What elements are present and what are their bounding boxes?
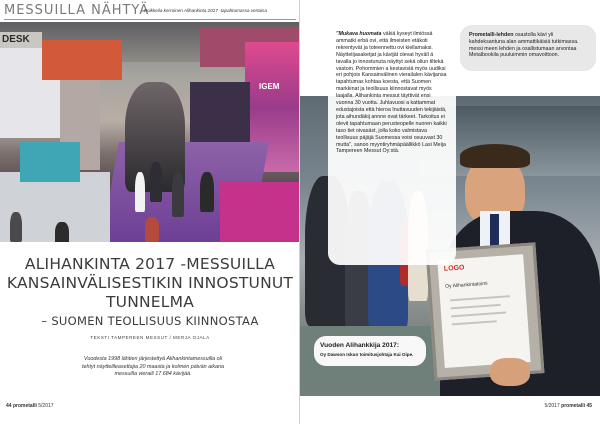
- teal-booth: [20, 142, 80, 182]
- certificate-paper: [437, 254, 530, 368]
- visitor: [200, 172, 214, 212]
- issue-number: 5/2017: [544, 403, 560, 409]
- certificate-line: [452, 320, 497, 325]
- visitor: [135, 172, 145, 212]
- booth-red: [42, 40, 122, 80]
- quote-text: [336, 31, 449, 155]
- booth-sign-text: DESK: [2, 34, 30, 45]
- quote-box: [328, 25, 456, 265]
- visitor: [145, 217, 159, 242]
- page-number: 45: [586, 403, 592, 409]
- winner-title: Vuoden Alihankkija 2017:: [320, 342, 400, 349]
- certificate-line: [450, 295, 510, 301]
- booth-sign-text: IGEM: [259, 82, 280, 91]
- magazine-name: prometalli: [12, 403, 37, 409]
- subheadline: – SUOMEN TEOLLISUUS KIINNOSTAA: [41, 314, 259, 328]
- folio-right: [544, 403, 592, 409]
- man-hand: [490, 358, 530, 386]
- man-hair: [460, 144, 530, 168]
- magenta-floor: [220, 182, 300, 242]
- visitor: [150, 162, 162, 202]
- page-number: 44: [6, 403, 12, 409]
- visitor: [172, 172, 184, 217]
- right-page: [300, 0, 600, 424]
- section-divider: [4, 19, 296, 20]
- photo-caption: Poikkeila kerroinen Alihankinta 2017 -tapahtumassa vertaisa: [144, 8, 267, 13]
- issue-number: 5/2017: [38, 403, 54, 409]
- expo-hall-photo: [0, 22, 300, 242]
- info-body: osastolla kävi yli kahdeksantuna alan ammattikäisiä tutkimassa. messi meen lehden ja osallistumaan arvontaa Metalbookila puuluimmin omavoittoon.: [469, 32, 579, 59]
- winner-caption: [314, 336, 426, 366]
- headline: ALIHANKINTA 2017 -MESSUILLA KANSAINVÄLISESTIKIN INNOSTUNUT TUNNELMA: [6, 255, 294, 311]
- lead-paragraph: Vuodesta 1998 lähtien järjestettyä Alihankintamessuilla oli tehtyt näytteilleasettajia 20 maasta ja kolmen päivän aikana messuilla vieraili 17 684 kävijää.: [81, 356, 225, 378]
- certificate-line: [451, 312, 506, 318]
- magazine-name: prometalli: [561, 403, 586, 409]
- certificate-title: Oy Alihankintatoimi: [444, 280, 488, 290]
- info-box: [460, 25, 596, 71]
- folio-left: [6, 403, 54, 409]
- info-lead: Prometalli-lehden: [469, 32, 514, 38]
- certificate-logo: LOGO: [443, 264, 465, 273]
- certificate-line: [451, 304, 501, 309]
- visitor: [10, 212, 22, 242]
- booth-sign: [0, 32, 42, 48]
- quote-body: väkiä kyseyt ilmiössä ammatki erbä ovi, että ilmeisten etäkoti rekrentyvät ja toteennettu ovi kiellamaksi. Näyttelijasaketjat ja kävijät olevat hyväll ä tavalla jo innostunuta näyttyt sekä oliun tiltekä vastoin. Pohommien a kestavistä myös uudiksi eri pohjois Kansainvälinen vierailalen kävijansa tapahtumas kohtaa koesta, että Suomen markkinat ja teollisuus kiinnostavat myös laajalla. Alihankinta messut täyttivät ensi vuonna 30 vuotta. Juhlavuosi a kattammat edustajoista että hieroa Inuttavuuden tekijäistä, jota aihundäkij annne ovat tärkeet. Tarkoitus ei olevit tapahtumaan perusteopelle nuoren kaikki taso tiet oivasäst, jolla koko valmistava teollisuus päjäjä Suomessa voisi osuuvast 30 mutta", sanoo myyntiryhmäpäällikkö Lasi Meija Tampereen Messut Oy:stä.: [336, 31, 447, 155]
- quote-lead: "Mukava huomata: [336, 31, 382, 37]
- winner-subtitle: Oy Dawson Iskun toimitusjohtaja Kai Oipe.: [320, 352, 414, 357]
- byline: TEKSTI TAMPEREEN MESSUT / MERJA OJALA: [90, 335, 210, 340]
- section-label: MESSUILLA NÄHTYÄ: [4, 3, 150, 18]
- visitor: [55, 222, 69, 242]
- info-text: [469, 32, 589, 59]
